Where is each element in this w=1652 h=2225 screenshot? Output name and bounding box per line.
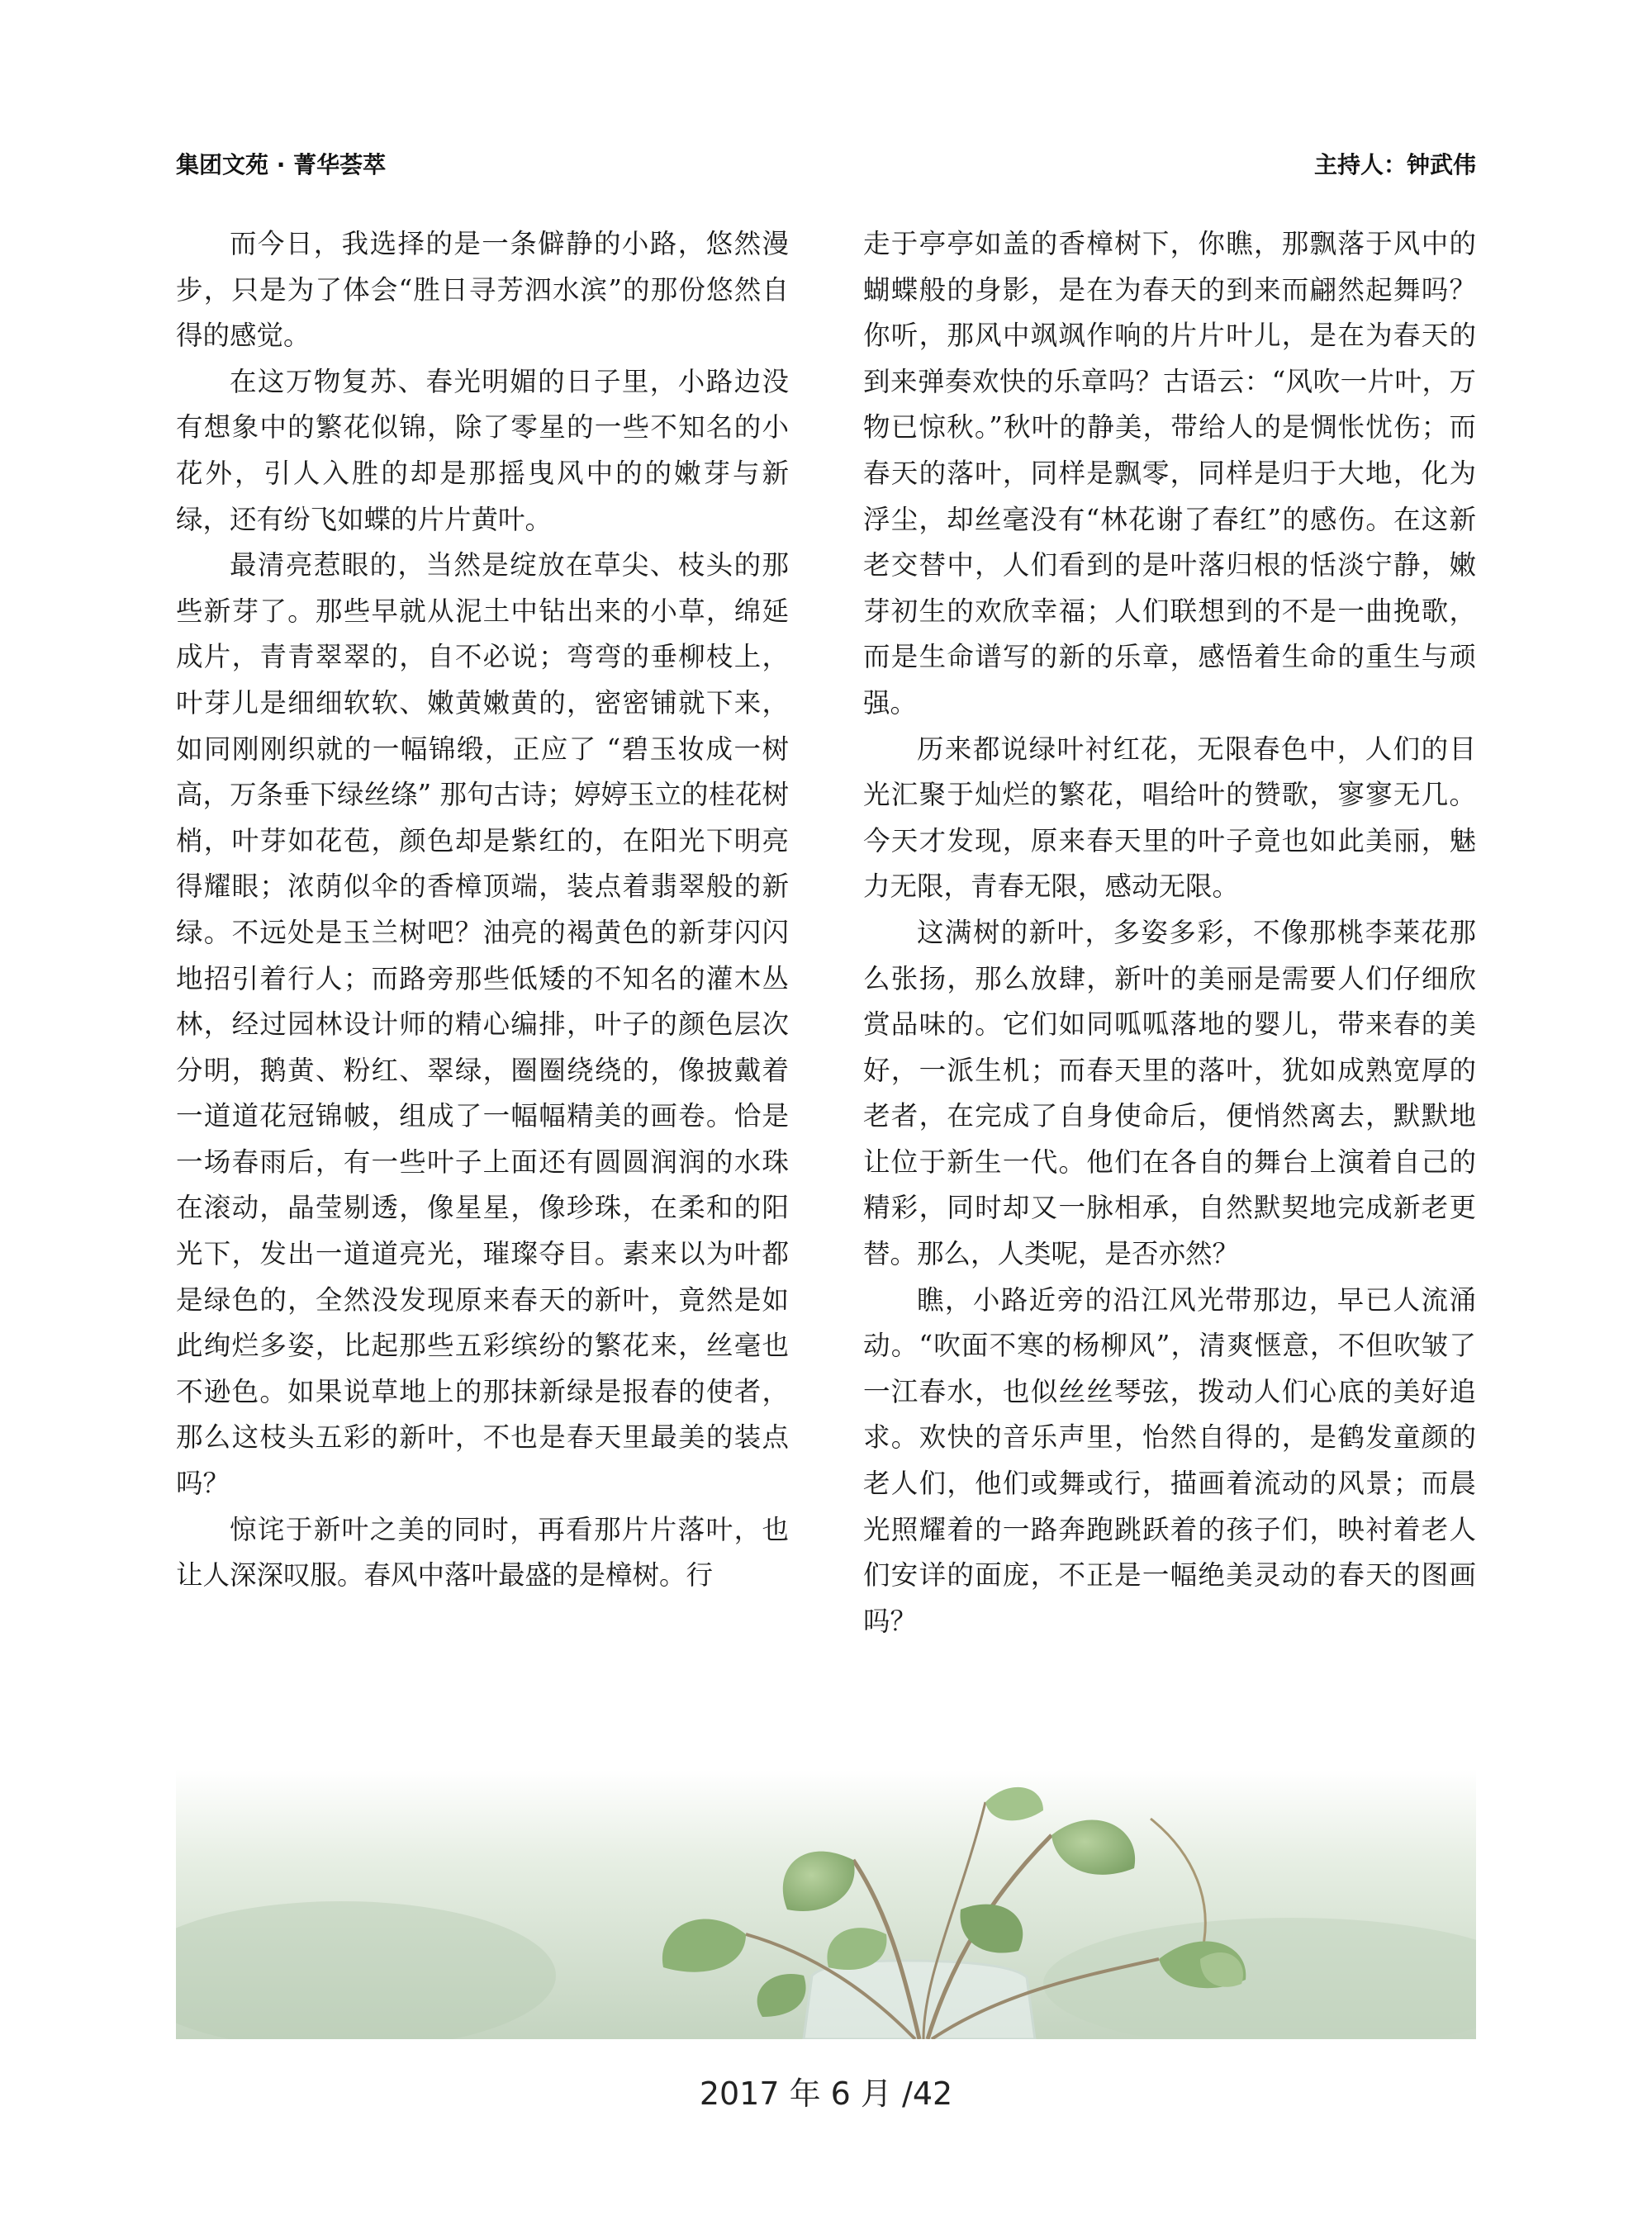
section-title: 集团文苑 · 菁华荟萃: [176, 151, 387, 178]
paragraph: 瞧，小路近旁的沿江风光带那边，早已人流涌动。“吹面不寒的杨柳风”，清爽惬意，不但吹皱了一江春水，也似丝丝琴弦，拨动人们心底的美好追求。欢快的音乐声里，怡然自得的，是鹤发童颜的老人们，他们或舞或行，描画着流动的风景；而晨光照耀着的一路奔跑跳跃着的孩子们，映衬着老人们安详的面庞，不正是一幅绝美灵动的春天的图画吗？: [863, 1283, 1476, 1637]
plant-photo: [176, 1769, 1476, 2039]
paragraph: 在这万物复苏、春光明媚的日子里，小路边没有想象中的繁花似锦，除了零星的一些不知名的小花外，引人入胜的却是那摇曳风中的的嫩芽与新绿，还有纷飞如蝶的片片黄叶。: [176, 365, 789, 535]
glass-jar: [804, 1961, 1035, 2039]
paragraph: 历来都说绿叶衬红花，无限春色中，人们的目光汇聚于灿烂的繁花，唱给叶的赞歌，寥寥无几。今天才发现，原来春天里的叶子竟也如此美丽，魅力无限，青春无限，感动无限。: [863, 733, 1476, 903]
paragraph-continuation: 走于亭亭如盖的香樟树下，你瞧，那飘落于风中的蝴蝶般的身影，是在为春天的到来而翩然起舞吗？你听，那风中飒飒作响的片片叶儿，是在为春天的到来弹奏欢快的乐章吗？古语云：“风吹一片叶，万物已惊秋。”秋叶的静美，带给人的是惆怅忧伤；而春天的落叶，同样是飘零，同样是归于大地，化为浮尘，却丝毫没有“林花谢了春红”的感伤。在这新老交替中，人们看到的是叶落归根的恬淡宁静，嫩芽初生的欢欣幸福；人们联想到的不是一曲挽歌，而是生命谱写的新的乐章，感悟着生命的重生与顽强。: [863, 228, 1476, 719]
article-left-column: [176, 221, 789, 1599]
article-right-column: [863, 221, 1476, 1644]
page-header: [176, 147, 1476, 183]
paragraph: 惊诧于新叶之美的同时，再看那片片落叶，也让人深深叹服。春风中落叶最盛的是樟树。行: [176, 1513, 789, 1592]
paragraph: 而今日，我选择的是一条僻静的小路，悠然漫步，只是为了体会“胜日寻芳泗水滨”的那份悠然自得的感觉。: [176, 228, 789, 352]
paragraph: 这满树的新叶，多姿多彩，不像那桃李莱花那么张扬，那么放肆，新叶的美丽是需要人们仔细欣赏品味的。它们如同呱呱落地的婴儿，带来春的美好，一派生机；而春天里的落叶，犹如成熟宽厚的老者，在完成了自身使命后，便悄然离去，默默地让位于新生一代。他们在各自的舞台上演着自己的精彩，同时却又一脉相承，自然默契地完成新老更替。那么，人类呢，是否亦然？: [863, 916, 1476, 1270]
page-number: 2017 年 6 月 /42: [699, 2076, 953, 2112]
plant-leaves-illustration: [176, 1769, 1476, 2039]
host-name: 主持人：钟武伟: [1313, 151, 1476, 178]
paragraph: 最清亮惹眼的，当然是绽放在草尖、枝头的那些新芽了。那些早就从泥土中钻出来的小草，绵延成片，青青翠翠的，自不必说；弯弯的垂柳枝上，叶芽儿是细细软软、嫩黄嫩黄的，密密铺就下来，如同刚刚织就的一幅锦缎，正应了 “碧玉妆成一树高，万条垂下绿丝绦” 那句古诗；婷婷玉立的桂花树梢，叶芽如花苞，颜色却是紫红的，在阳光下明亮得耀眼；浓荫似伞的香樟顶端，装点着翡翠般的新绿。不远处是玉兰树吧？油亮的褐黄色的新芽闪闪地招引着行人；而路旁那些低矮的不知名的灌木丛林，经过园林设计师的精心编排，叶子的颜色层次分明，鹅黄、粉红、翠绿，圈圈绕绕的，像披戴着一道道花冠锦帔，组成了一幅幅精美的画卷。恰是一场春雨后，有一些叶子上面还有圆圆润润的水珠在滚动，晶莹剔透，像星星，像珍珠，在柔和的阳光下，发出一道道亮光，璀璨夺目。素来以为叶都是绿色的，全然没发现原来春天的新叶，竟然是如此绚烂多姿，比起那些五彩缤纷的繁花来，丝毫也不逊色。如果说草地上的那抹新绿是报春的使者，那么这枝头五彩的新叶，不也是春天里最美的装点吗？: [176, 549, 789, 1500]
